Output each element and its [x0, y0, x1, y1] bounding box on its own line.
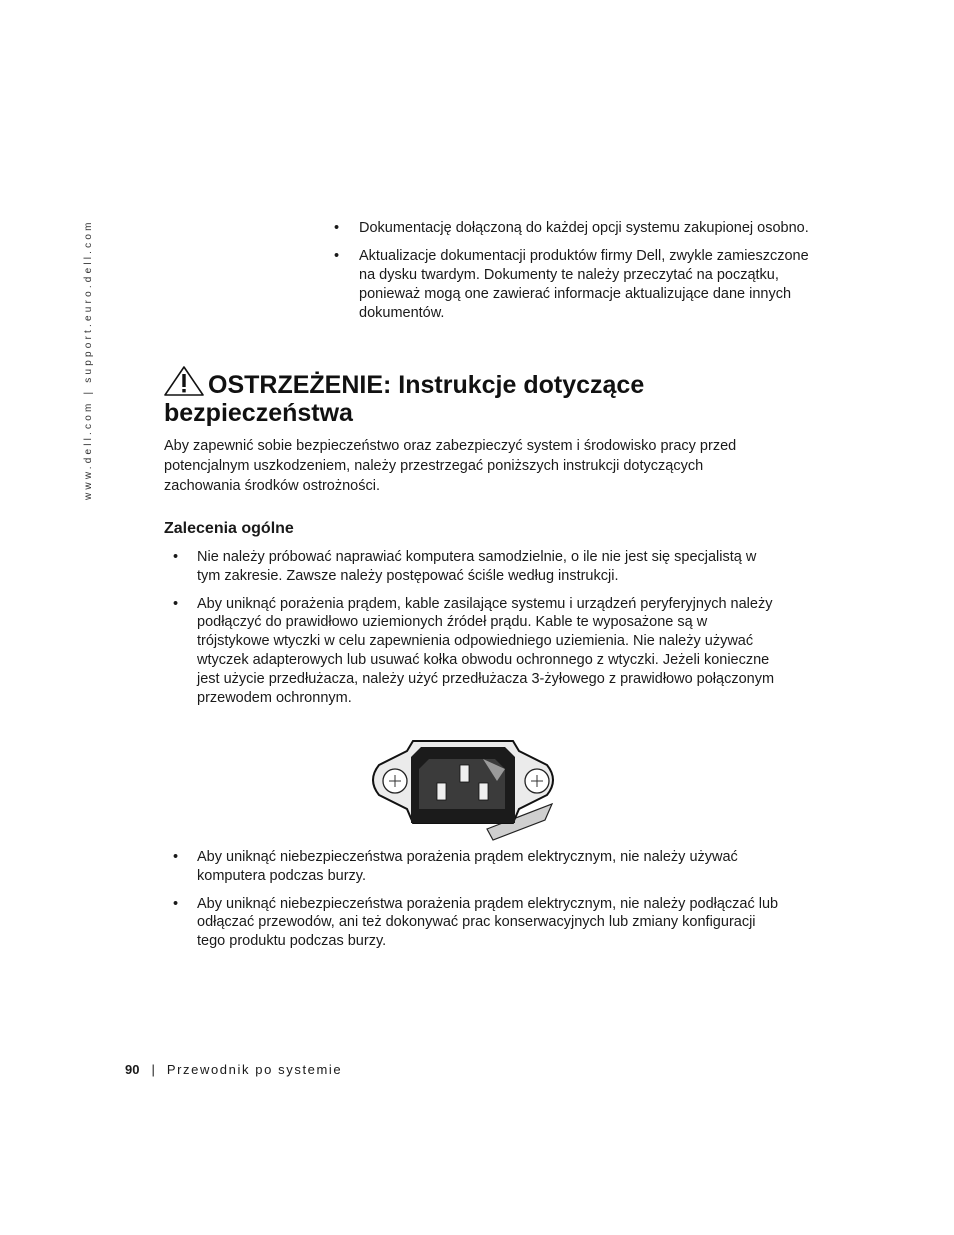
warning-heading [164, 366, 804, 427]
general-list-continued [173, 848, 783, 960]
list-item-text: Aktualizacje dokumentacji produktów firmy Dell, zwykle zamieszczone na dysku twardym. Dokumenty te należy przeczytać na początku, ponieważ mogą one zawierać informacje aktualizujące dane innych dokumentów. [359, 248, 809, 321]
list-item-text: Aby uniknąć niebezpieczeństwa porażenia prądem elektrycznym, nie należy podłączać lub odłączać przewodów, ani też dokonywać prac konserwacyjnych lub zmiany konfiguracji tego produktu podczas burzy. [197, 895, 779, 950]
list-item-text: Dokumentację dołączoną do każdej opcji systemu zakupionej osobno. [359, 220, 809, 236]
footer-separator: | [151, 1062, 155, 1077]
section-heading: Zalecenia ogólne [164, 520, 294, 537]
document-title: Przewodnik po systemie [166, 1062, 343, 1077]
list-item [334, 219, 824, 238]
bullet: • [173, 549, 179, 565]
power-connector-illustration [365, 737, 560, 842]
warning-intro: Aby zapewnić sobie bezpieczeństwo oraz zabezpieczyć system i środowisko pracy przed potencjalnym uszkodzeniem, należy przestrzegać poniższych instrukcji dotyczących zachowania środków ostrożności. [164, 438, 737, 494]
list-item [334, 247, 824, 323]
general-list [173, 548, 783, 716]
page-number: 90 [125, 1062, 140, 1077]
list-item [173, 895, 783, 951]
list-item-text: Aby uniknąć porażenia prądem, kable zasilające systemu i urządzeń peryferyjnych należy podłączyć do prawidłowo uziemionych źródeł prądu. Kable te wyposażone są w trójstykowe wtyczki w celu zapewnienia odpowiedniego uziemienia. Nie należy używać wtyczek adapterowych lub usuwać kołka obwodu ochronnego z wtyczki. Jeżeli konieczne jest użycie przedłużacza, należy użyć przedłużacza 3-żyłowego z prawidłowo połączonym przewodem ochronnym. [197, 595, 775, 706]
list-item-text: Aby uniknąć niebezpieczeństwa porażenia prądem elektrycznym, nie należy używać komputera podczas burzy. [197, 849, 738, 884]
warning-triangle-icon [164, 366, 208, 396]
bullet: • [334, 248, 340, 264]
top-bullet-list [334, 219, 824, 332]
list-item [173, 595, 783, 708]
bullet: • [173, 849, 179, 865]
warning-title: OSTRZEŻENIE: Instrukcje dotyczące bezpieczeństwa [164, 371, 645, 427]
sidebar-url: www.dell.com | support.euro.dell.com [83, 219, 94, 500]
list-item [173, 548, 783, 586]
bullet: • [334, 220, 340, 236]
list-item-text: Nie należy próbować naprawiać komputera samodzielnie, o ile nie jest się specjalistą w tym zakresie. Zawsze należy postępować ściśle według instrukcji. [197, 549, 757, 584]
list-item [173, 848, 783, 886]
bullet: • [173, 895, 179, 912]
page-footer [125, 1062, 342, 1077]
bullet: • [173, 595, 179, 612]
